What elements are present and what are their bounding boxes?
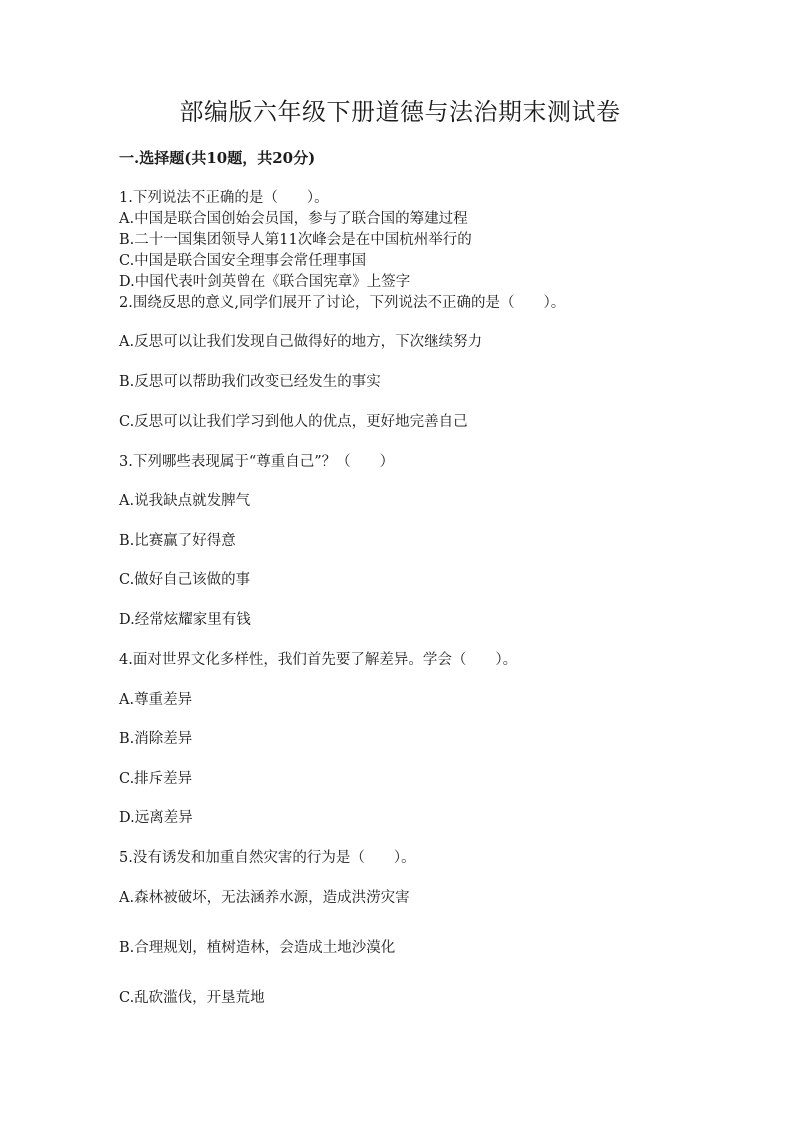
question-4-option-c: C.排斥差异 <box>119 771 193 787</box>
question-3-option-c: C.做好自己该做的事 <box>119 572 251 588</box>
question-2-stem: 2.围绕反思的意义,同学们展开了讨论，下列说法不正确的是（ ）。 <box>119 295 566 311</box>
question-3-option-a: A.说我缺点就发脾气 <box>119 493 251 509</box>
question-5-option-b: B.合理规划，植树造林，会造成土地沙漠化 <box>119 940 396 956</box>
question-2-option-c: C.反思可以让我们学习到他人的优点，更好地完善自己 <box>119 414 468 430</box>
page-title: 部编版六年级下册道德与法治期末测试卷 <box>179 98 621 126</box>
question-1-option-c: C.中国是联合国安全理事会常任理事国 <box>119 253 367 269</box>
question-3-option-b: B.比赛赢了好得意 <box>119 533 236 549</box>
question-4-stem: 4.面对世界文化多样性，我们首先要了解差异。学会（ ）。 <box>119 652 518 668</box>
question-1-option-d: D.中国代表叶剑英曾在《联合国宪章》上签字 <box>119 274 411 290</box>
question-5-stem: 5.没有诱发和加重自然灾害的行为是（ ）。 <box>119 850 416 866</box>
question-5-option-c: C.乱砍滥伐，开垦荒地 <box>119 990 265 1006</box>
question-3-option-d: D.经常炫耀家里有钱 <box>119 612 251 628</box>
question-2-option-a: A.反思可以让我们发现自己做得好的地方，下次继续努力 <box>119 334 483 350</box>
question-3-stem: 3.下列哪些表现属于“尊重自己”？（ ） <box>119 454 395 470</box>
question-2-option-b: B.反思可以帮助我们改变已经发生的事实 <box>119 374 381 390</box>
question-4-option-d: D.远离差异 <box>119 810 193 826</box>
section-heading: 一.选择题(共10题，共20分) <box>119 149 316 167</box>
question-4-option-b: B.消除差异 <box>119 731 193 747</box>
question-1-stem: 1.下列说法不正确的是（ ）。 <box>119 190 329 206</box>
question-4-option-a: A.尊重差异 <box>119 692 193 708</box>
question-5-option-a: A.森林被破坏，无法涵养水源，造成洪涝灾害 <box>119 890 410 906</box>
question-1-option-b: B.二十一国集团领导人第11次峰会是在中国杭州举行的 <box>119 232 472 248</box>
question-1-option-a: A.中国是联合国创始会员国，参与了联合国的筹建过程 <box>119 211 468 227</box>
